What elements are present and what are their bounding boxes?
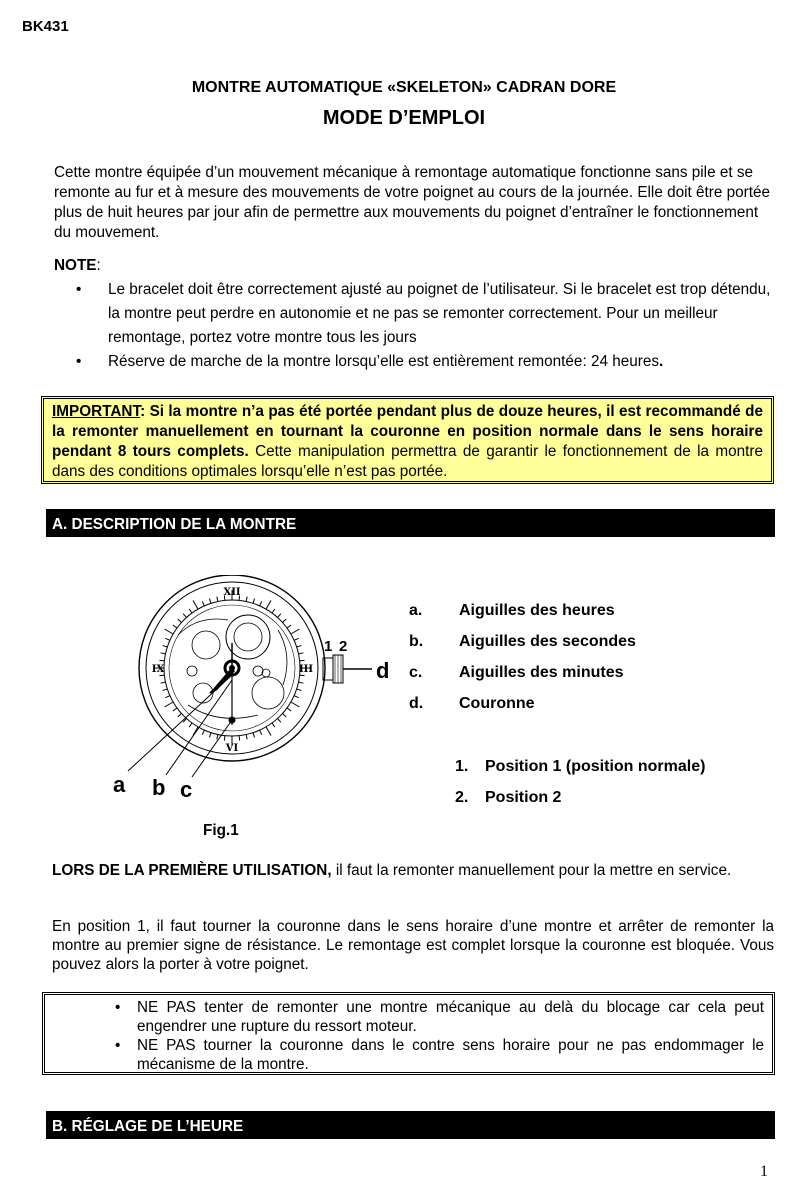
bezel-tick (165, 638, 170, 640)
label-a: a (113, 772, 126, 797)
position-2-marker: 2 (339, 638, 348, 655)
bezel-tick (217, 597, 218, 602)
bezel-tick (246, 735, 247, 740)
label-d: d (376, 658, 390, 683)
bezel-tick (260, 601, 262, 606)
bezel-tick (291, 629, 300, 634)
bezel-tick (217, 735, 218, 740)
bezel-tick (278, 614, 281, 618)
note-item: • Le bracelet doit être correctement ajusté au poignet de l’utilisateur. Si le bracelet est trop détendu, la montre peut perdre en autonomie et ne pas se remonter correctement. Pour un meilleur remontage, portez votre montre tous les jours (54, 278, 776, 350)
note-heading: NOTE: (54, 257, 101, 274)
numeral-3: III (298, 664, 314, 675)
hour-hand (210, 668, 234, 693)
bullet-icon: • (115, 1037, 121, 1054)
bezel-tick (287, 708, 291, 711)
bezel-tick (202, 601, 204, 606)
bezel-tick (189, 609, 192, 613)
legend-item: a. Aiguilles des heures (409, 602, 615, 619)
manual-title: MODE D’EMPLOI (322, 107, 486, 129)
bezel-tick (299, 653, 304, 654)
figure-caption: Fig.1 (203, 822, 239, 839)
bezel-tick (283, 714, 287, 717)
product-title: MONTRE AUTOMATIQUE «SKELETON» CADRAN DORE (191, 79, 617, 96)
hand-legend (409, 602, 636, 726)
bezel-tick (260, 730, 262, 735)
position-item: 1. Position 1 (position normale) (455, 758, 706, 775)
warning-item: • NE PAS tourner la couronne dans le contre sens horaire pour ne pas endommager le mécanisme de la montre. (115, 1037, 764, 1073)
first-use-paragraph: LORS DE LA PREMIÈRE UTILISATION, il faut la remonter manuellement pour la mettre en service. (52, 862, 732, 879)
label-b: b (152, 775, 166, 800)
bullet-icon: • (76, 353, 82, 370)
legend-item: d. Couronne (409, 695, 535, 712)
bezel-tick (165, 696, 170, 698)
bezel-tick (173, 625, 177, 628)
bezel-tick (299, 682, 304, 683)
section-b-header: B. RÉGLAGE DE L’HEURE (46, 1111, 775, 1139)
bezel-tick (291, 702, 300, 707)
bezel-tick (159, 675, 164, 676)
bezel-tick (163, 689, 168, 691)
document-reference: BK431 (22, 18, 69, 35)
label-c: c (180, 777, 193, 802)
bullet-icon: • (76, 281, 82, 298)
bezel-tick (246, 597, 247, 602)
bezel-tick (193, 727, 198, 736)
legend-item: b. Aiguilles des secondes (409, 633, 636, 650)
important-box: IMPORTANT: Si la montre n’a pas été portée pendant plus de douze heures, il est recommandé de la remonter manuellement en tournant la couronne en position normale dans le sens horaire pendant 8 tours complets. Cette manipulation permettra de garantir le fonctionnement de la montre dans des conditions optimales lorsqu’elle n’est pas portée. (41, 396, 774, 484)
note-list (54, 278, 776, 374)
bezel-tick (161, 682, 166, 683)
numeral-9: IX (151, 664, 165, 675)
bezel-tick (193, 600, 198, 609)
bezel-tick (202, 730, 204, 735)
legend-item: c. Aiguilles des minutes (409, 664, 624, 681)
section-a-header: A. DESCRIPTION DE LA MONTRE (46, 509, 775, 537)
bezel-tick (173, 708, 177, 711)
bezel-tick (183, 614, 186, 618)
bezel-tick (164, 629, 173, 634)
position-paragraph: En position 1, il faut tourner la couronne dans le sens horaire d’une montre et arrêter de remonter la montre au premier signe de résistance. Le remontage est complet lorsque la couronne est bloquée. Vous pouvez alors la porter à votre poignet. (52, 918, 774, 973)
crown-positions (455, 758, 705, 820)
bezel-tick (161, 653, 166, 654)
page-number: 1 (760, 1163, 768, 1180)
bezel-tick (297, 689, 302, 691)
bezel-tick (300, 675, 305, 676)
important-label: IMPORTANT (52, 403, 141, 420)
bezel-tick (178, 619, 182, 622)
numeral-6: VI (225, 743, 239, 754)
watch-diagram (108, 575, 408, 805)
bezel-tick (287, 625, 291, 628)
bezel-tick (297, 645, 302, 647)
note-item: • Réserve de marche de la montre lorsqu’elle est entièrement remontée: 24 heures. (54, 350, 776, 374)
bezel-tick (178, 714, 182, 717)
bezel-tick (266, 727, 271, 736)
bezel-tick (266, 600, 271, 609)
bezel-tick (224, 736, 225, 741)
bezel-tick (159, 660, 164, 661)
bezel-tick (239, 736, 240, 741)
bezel-tick (253, 599, 255, 604)
bezel-tick (209, 733, 211, 738)
bullet-icon: • (115, 999, 121, 1016)
bezel-tick (163, 645, 168, 647)
position-item: 2. Position 2 (455, 789, 562, 806)
bezel-tick (209, 599, 211, 604)
bezel-tick (283, 619, 287, 622)
bezel-tick (253, 733, 255, 738)
numeral-12: XII (223, 587, 241, 598)
bezel-tick (294, 638, 299, 640)
intro-paragraph: Cette montre équipée d’un mouvement mécanique à remontage automatique fonctionne sans pile et se remonte au fur et à mesure des mouvements de votre poignet au cours de la journée. Elle doit être portée plus de huit heures par jour afin de permettre aux mouvements du poignet d’entraîner le fonctionnement du mouvement. (54, 164, 770, 241)
bezel-tick (300, 660, 305, 661)
bezel-tick (164, 702, 173, 707)
position-1-marker: 1 (324, 638, 333, 655)
bezel-tick (278, 719, 281, 723)
bezel-tick (272, 609, 275, 613)
warning-box (42, 992, 775, 1075)
bezel-tick (189, 723, 192, 727)
bezel-tick (294, 696, 299, 698)
warning-item: • NE PAS tenter de remonter une montre mécanique au delà du blocage car cela peut engendrer une rupture du ressort moteur. (115, 999, 764, 1035)
second-hand-dot (229, 717, 235, 723)
bezel-tick (272, 723, 275, 727)
